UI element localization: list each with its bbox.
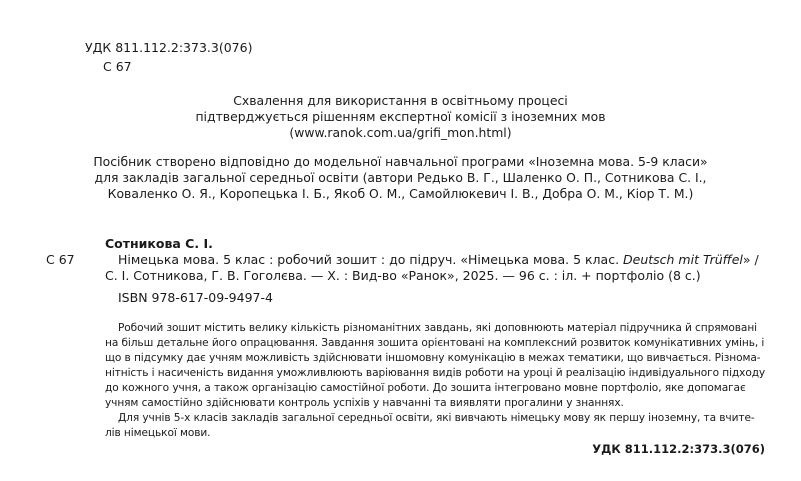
program-line: для закладів загальної середньої освіти (автори Редько В. Г., Шаленко О. П., Сотникова С. І.,: [94, 170, 707, 185]
textbook-series-title: Deutsch mit Trüffel: [623, 252, 743, 267]
approval-url: (www.ranok.com.ua/grifi_mon.html): [289, 125, 512, 140]
program-line: Коваленко О. Я., Коропецька І. Б., Якоб О. М., Самойлюкевич І. В., Добра О. М., Кіор Т. М.): [107, 186, 694, 201]
udc-code-bottom: УДК 811.112.2:373.3(076): [592, 442, 765, 456]
approval-line: Схвалення для використання в освітньому процесі: [233, 93, 568, 108]
annotation-line: нітність і насиченість видання уможливлюють варіювання видів роботи на уроці й реалізацію індивідуального підходу: [105, 367, 766, 379]
title-suffix: » /: [742, 252, 759, 267]
class-code: С 67: [46, 252, 75, 267]
annotation-line: Робочий зошит містить велику кількість різноманітних завдань, які доповнюють матеріал підручника й спрямовані: [118, 322, 757, 334]
bibliographic-title-line: [118, 254, 759, 267]
bibliographic-imprint-line: С. І. Сотникова, Г. В. Гоголєва. — Х. : Вид-во «Ранок», 2025. — 96 с. : іл. + портфоліо (8 с.): [105, 268, 701, 283]
author-heading: Сотникова С. І.: [105, 236, 213, 251]
annotation-line: лів німецької мови.: [105, 427, 211, 439]
annotation-line: на більш детальне його опрацювання. Завдання зошита орієнтовані на комплексний розвиток комунікативних умінь, і: [105, 337, 765, 349]
annotation-line: що в підсумку дає учням можливість здійснювати іншомовну комунікацію в межах тематики, що вивчається. Різнома-: [105, 352, 761, 364]
program-line: Посібник створено відповідно до модельної навчальної програми «Іноземна мова. 5-9 класи»: [93, 154, 708, 169]
udc-code-top: УДК 811.112.2:373.3(076): [85, 40, 253, 55]
isbn: ISBN 978-617-09-9497-4: [118, 290, 273, 305]
annotation-line: учням самостійно здійснювати контроль успіхів у навчанні та виявляти прогалини у знаннях.: [105, 397, 624, 409]
annotation-line: до кожного учня, а також організацію самостійної роботи. До зошита інтегровано мовне портфоліо, яке допомагає: [105, 382, 746, 394]
class-code-top: С 67: [103, 59, 132, 74]
title-prefix: Німецька мова. 5 клас : робочий зошит : до підруч. «Німецька мова. 5 клас.: [118, 252, 624, 267]
annotation-line: Для учнів 5-х класів закладів загальної середньої освіти, які вивчають німецьку мову як першу іноземну, та вчите-: [118, 412, 755, 424]
approval-line: підтверджується рішенням експертної комісії з іноземних мов: [195, 109, 606, 124]
